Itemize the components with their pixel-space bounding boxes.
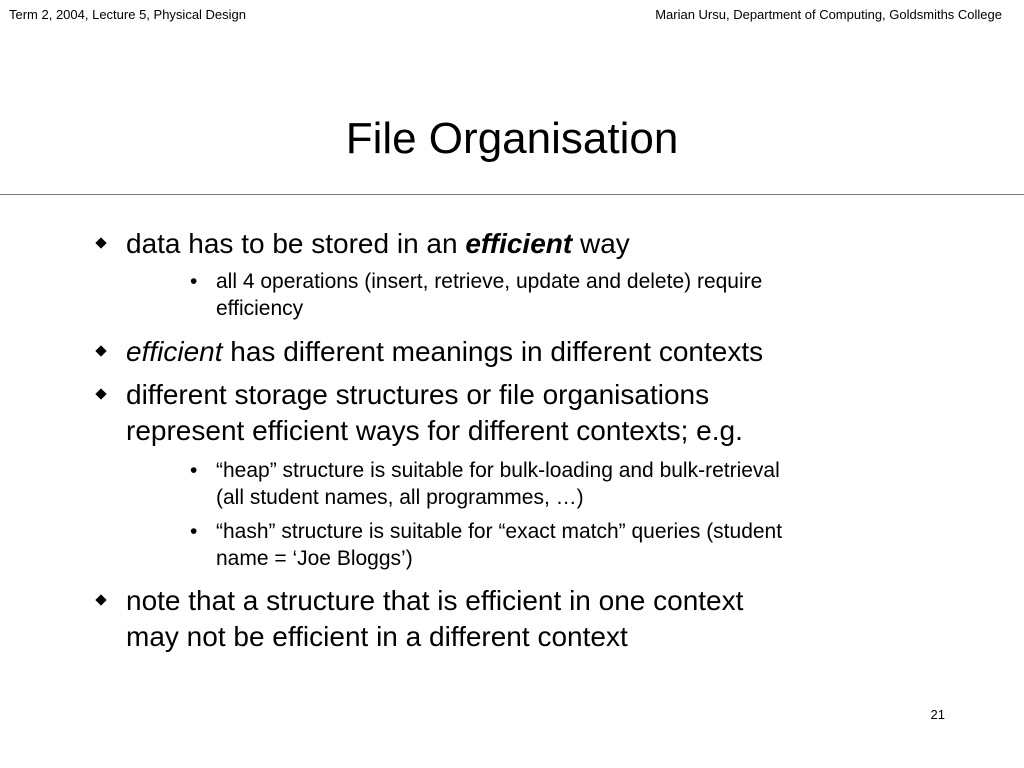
diamond-bullet-icon (95, 594, 106, 605)
sub-bullet-3-2: • “hash” structure is suitable for “exact match” queries (student name = ‘Joe Bloggs’) (190, 520, 783, 570)
bullet-3: different storage structures or file organisations represent efficient ways for different contexts; e.g. (126, 377, 926, 449)
slide-title: File Organisation (345, 114, 679, 163)
diamond-bullet-icon (95, 237, 106, 248)
bullet-2: efficient has different meanings in different contexts (126, 334, 926, 370)
dot-bullet-icon: • (190, 520, 198, 543)
header-left-text: Term 2, 2004, Lecture 5, Physical Design (9, 7, 247, 22)
sub-bullet-1-1: • all 4 operations (insert, retrieve, update and delete) require efficiency (190, 270, 763, 320)
title-divider (0, 194, 1024, 195)
header-right-text: Marian Ursu, Department of Computing, Goldsmiths College (655, 7, 1002, 22)
emphasis-text: efficient (465, 228, 573, 259)
bullet-4: note that a structure that is efficient in one context may not be efficient in a different context (126, 583, 926, 655)
dot-bullet-icon: • (190, 270, 198, 293)
emphasis-text: efficient (126, 336, 223, 367)
sub-bullet-3-1: • “heap” structure is suitable for bulk-loading and bulk-retrieval (all student names, all programmes, …) (190, 459, 780, 509)
diamond-bullet-icon (95, 388, 106, 399)
bullet-1: data has to be stored in an efficient way (126, 226, 926, 262)
diamond-bullet-icon (95, 345, 106, 356)
page-number: 21 (930, 707, 945, 722)
dot-bullet-icon: • (190, 459, 198, 482)
